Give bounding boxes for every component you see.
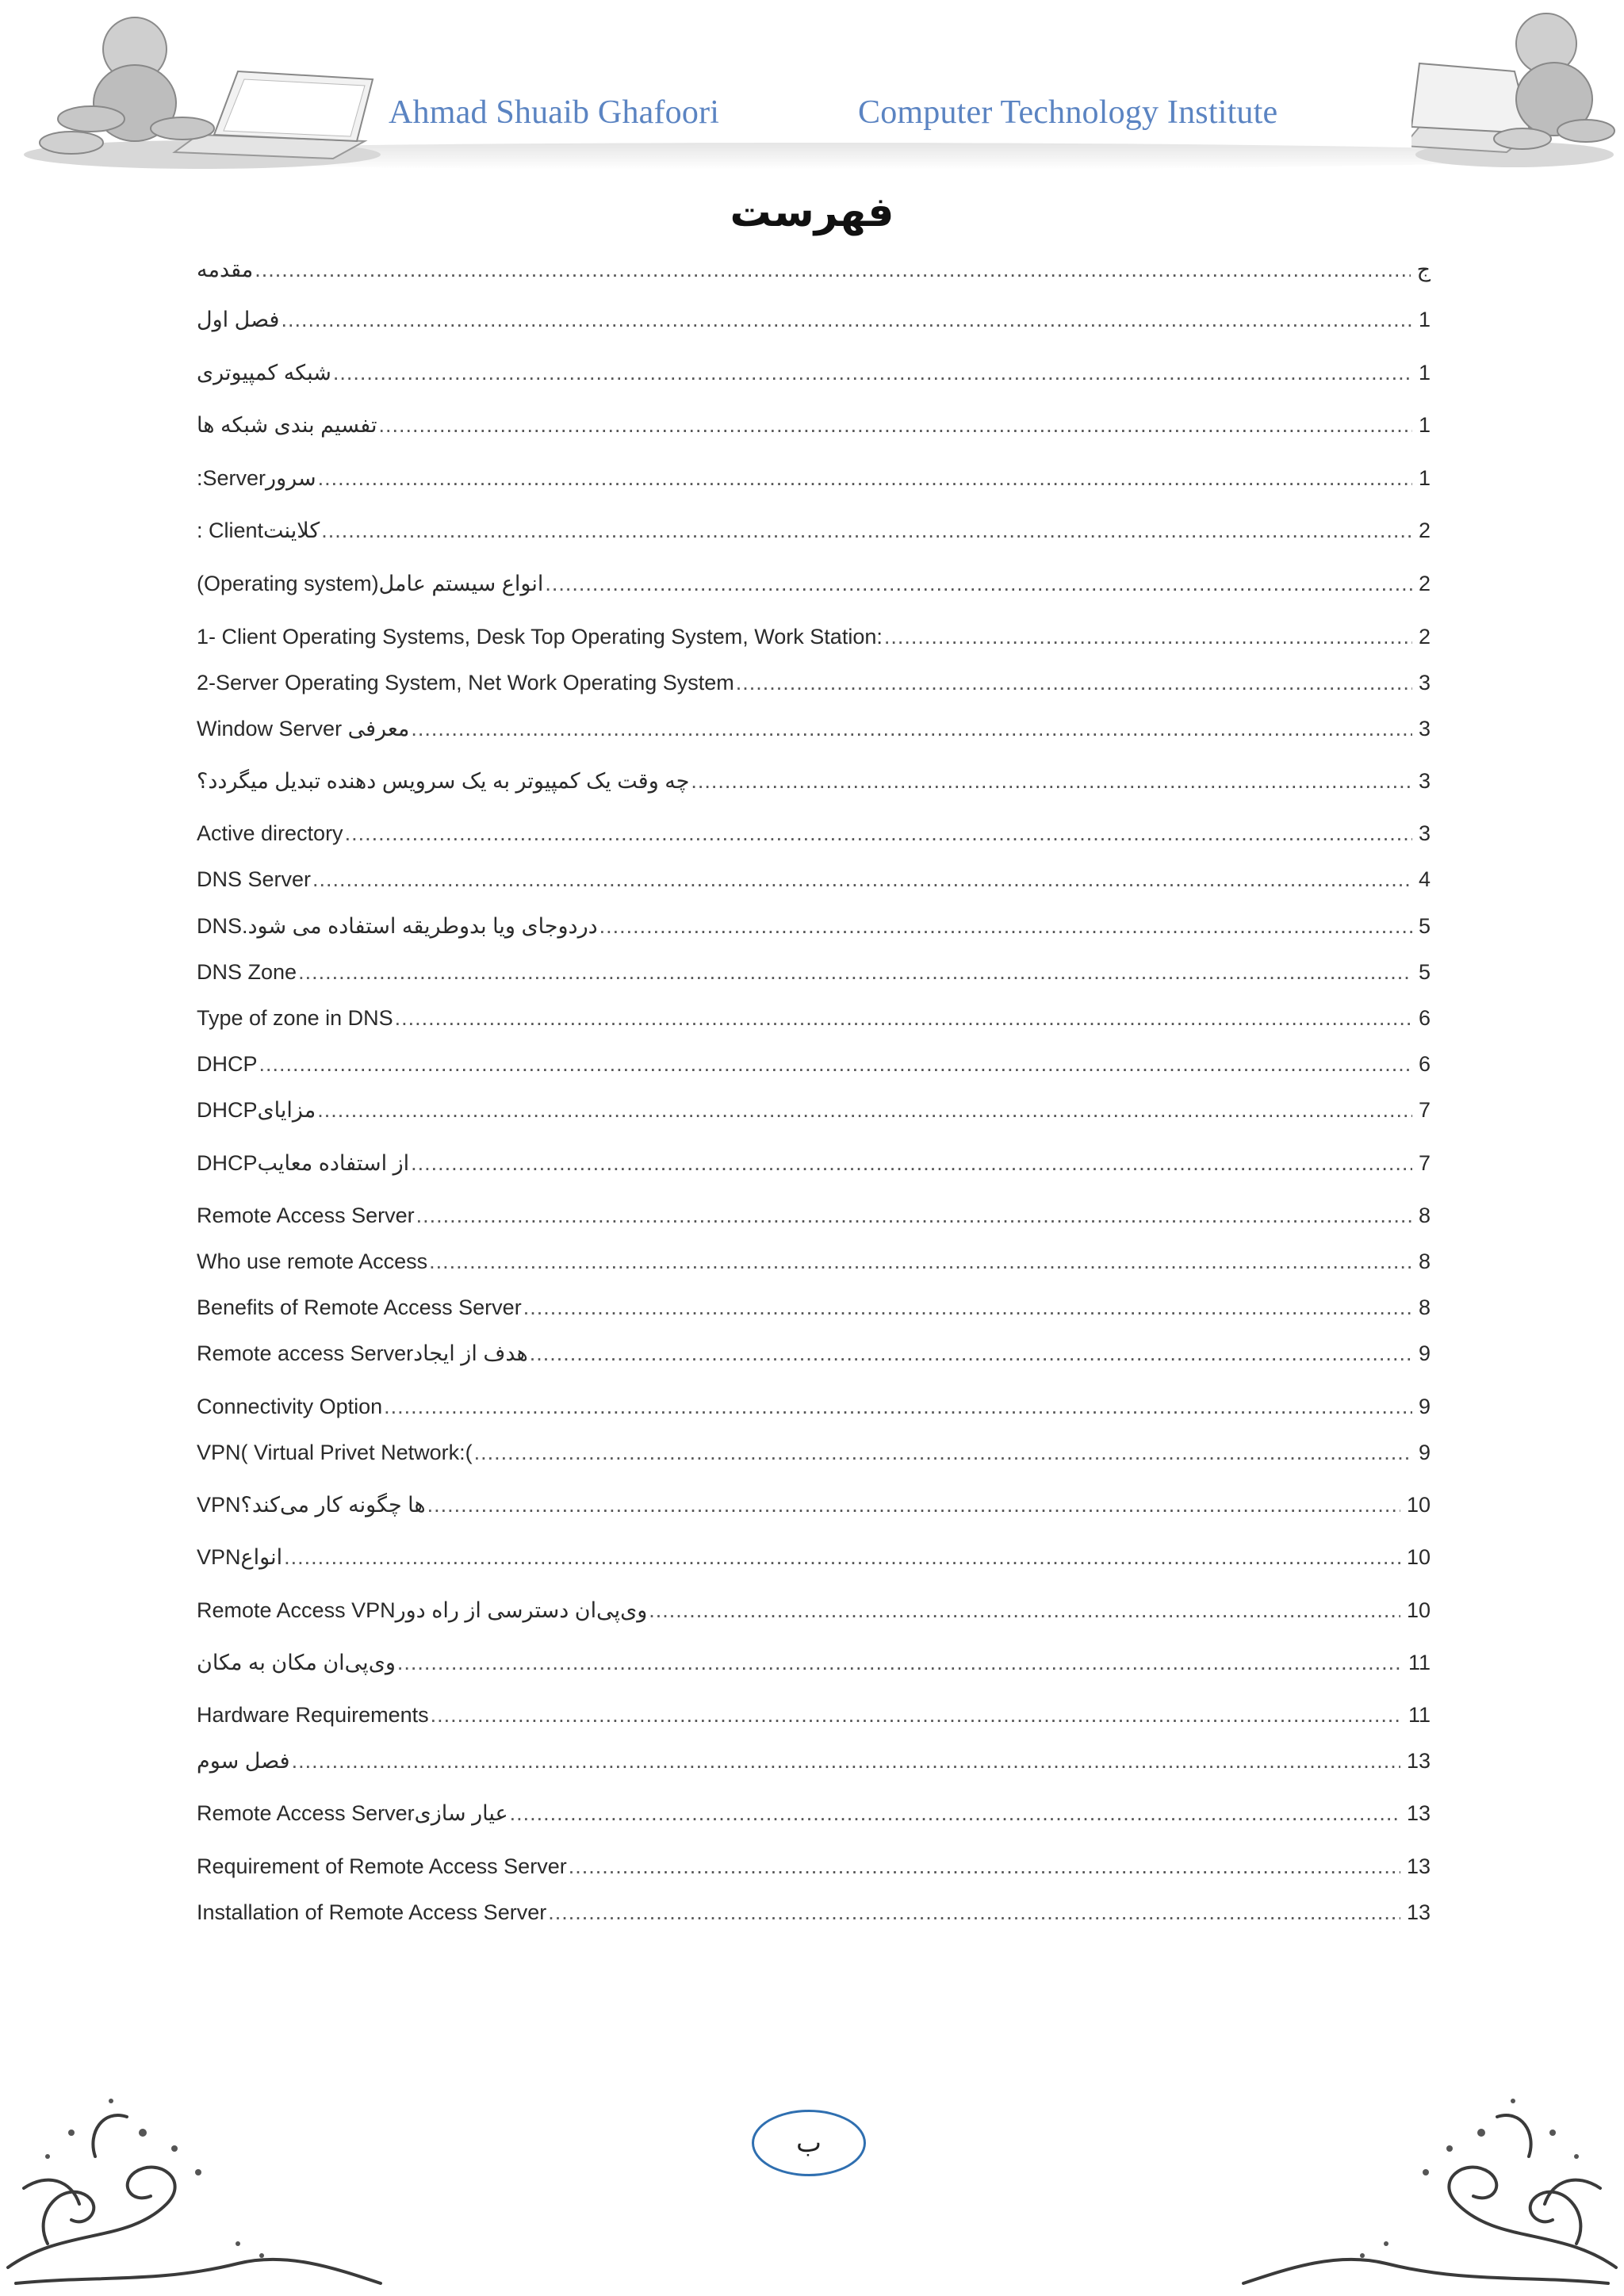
toc-dot-leader: [333, 357, 1412, 388]
toc-entry[interactable]: [197, 1699, 1431, 1731]
toc-entry-page-number: 10: [1406, 1598, 1431, 1622]
toc-entry-label: 2-Server Operating System, Net Work Operating System: [197, 671, 734, 695]
page-number: ب: [795, 2127, 822, 2159]
toc-entry-label: 1- Client Operating Systems, Desk Top Operating System, Work Station:: [197, 625, 883, 649]
toc-entry[interactable]: [197, 357, 1431, 388]
toc-dot-leader: [416, 1200, 1412, 1231]
toc-entry-page-number: 10: [1406, 1545, 1431, 1569]
toc-dot-leader: [599, 910, 1412, 942]
toc-entry[interactable]: [197, 1797, 1431, 1829]
toc-entry[interactable]: [197, 910, 1431, 942]
toc-entry-page-number: 11: [1408, 1651, 1431, 1674]
toc-entry-label: Installation of Remote Access Server: [197, 1900, 547, 1924]
toc-entry-label: VPNها چگونه کار می‌کند؟: [197, 1493, 426, 1517]
toc-dot-leader: [378, 409, 1411, 441]
toc-entry[interactable]: [197, 1647, 1431, 1678]
toc-entry-label: DHCP: [197, 1052, 258, 1076]
toc-entry[interactable]: [197, 1541, 1431, 1573]
toc-entry[interactable]: [197, 1002, 1431, 1034]
toc-dot-leader: [545, 568, 1412, 599]
toc-entry-page-number: ج: [1416, 258, 1431, 281]
toc-dot-leader: [321, 515, 1412, 546]
toc-dot-leader: [312, 863, 1412, 895]
toc-entry-page-number: 2: [1418, 625, 1431, 649]
toc-entry-label: تفسیم بندی شبکه ها: [197, 413, 377, 437]
page-header: [0, 0, 1624, 182]
toc-entry-label: عیار سازیRemote Access Server: [197, 1801, 508, 1825]
toc-entry-page-number: 3: [1418, 769, 1431, 793]
toc-entry-label: VPN( Virtual Privet Network:(: [197, 1441, 473, 1464]
toc-entry-label: مزایایDHCP: [197, 1098, 316, 1122]
toc-entry-label: وی‌پی‌ان مکان به مکان: [197, 1651, 396, 1674]
toc-entry-page-number: 3: [1418, 671, 1431, 695]
toc-dot-leader: [427, 1489, 1400, 1521]
toc-entry[interactable]: [197, 1147, 1431, 1179]
toc-entry[interactable]: [197, 462, 1431, 494]
toc-entry-page-number: 10: [1406, 1493, 1431, 1517]
toc-entry-page-number: 1: [1418, 361, 1431, 385]
toc-dot-leader: [411, 713, 1412, 744]
floral-ornament-right-icon: [1229, 2085, 1624, 2296]
toc-entry[interactable]: [197, 254, 1431, 285]
toc-entry[interactable]: [197, 817, 1431, 849]
toc-entry[interactable]: [197, 667, 1431, 698]
toc-dot-leader: [736, 667, 1412, 698]
toc-entry-page-number: 8: [1418, 1295, 1431, 1319]
toc-dot-leader: [474, 1437, 1412, 1468]
toc-dot-leader: [395, 1002, 1412, 1034]
toc-dot-leader: [548, 1896, 1400, 1928]
toc-entry-label: مقدمه: [197, 258, 254, 281]
toc-entry-page-number: 9: [1418, 1395, 1431, 1418]
page-number-badge: [752, 2110, 866, 2176]
toc-entry-label: Hardware Requirements: [197, 1703, 429, 1727]
toc-entry-page-number: 1: [1418, 308, 1431, 331]
toc-entry-page-number: 13: [1406, 1801, 1431, 1825]
toc-title: فهرست: [730, 189, 894, 236]
toc-entry-page-number: 13: [1406, 1854, 1431, 1878]
toc-entry[interactable]: [197, 1489, 1431, 1521]
toc-dot-leader: [431, 1699, 1402, 1731]
figure-with-laptop-right-icon: [1411, 0, 1618, 170]
toc-entry-label: سرورServer:: [197, 466, 316, 490]
toc-entry-label: وی‌پی‌ان دسترسی از راه دورRemote Access VPN: [197, 1598, 648, 1622]
toc-dot-leader: [317, 1094, 1412, 1126]
toc-dot-leader: [281, 304, 1412, 335]
toc-entry[interactable]: [197, 863, 1431, 895]
toc-entry-page-number: 9: [1418, 1341, 1431, 1365]
toc-dot-leader: [384, 1391, 1412, 1422]
toc-entry[interactable]: [197, 1896, 1431, 1928]
toc-entry-label: Requirement of Remote Access Server: [197, 1854, 567, 1878]
toc-entry-label: هدف از ایجادRemote access Server: [197, 1341, 528, 1365]
toc-entry-page-number: 4: [1418, 867, 1431, 891]
toc-dot-leader: [884, 621, 1412, 652]
toc-entry-page-number: 9: [1418, 1441, 1431, 1464]
toc-dot-leader: [569, 1850, 1400, 1882]
figure-with-laptop-left-icon: [16, 0, 389, 170]
toc-dot-leader: [298, 956, 1412, 988]
toc-dot-leader: [345, 817, 1412, 849]
toc-dot-leader: [318, 462, 1412, 494]
toc-entry[interactable]: [197, 1048, 1431, 1080]
toc-entry[interactable]: [197, 1094, 1431, 1126]
toc-entry[interactable]: [197, 1391, 1431, 1422]
toc-entry-page-number: 1: [1418, 466, 1431, 490]
toc-entry[interactable]: [197, 1437, 1431, 1468]
toc-dot-leader: [510, 1797, 1400, 1829]
toc-entry-label: کلاینتClient :: [197, 519, 320, 542]
toc-entry-page-number: 8: [1418, 1203, 1431, 1227]
toc-entry-label: DNS.دردوجای ویا بدوطریقه استفاده می شود: [197, 914, 598, 938]
toc-entry-label: Remote Access Server: [197, 1203, 415, 1227]
toc-entry-page-number: 2: [1418, 572, 1431, 595]
toc-entry[interactable]: [197, 409, 1431, 441]
toc-entry-page-number: 3: [1418, 821, 1431, 845]
toc-dot-leader: [691, 765, 1412, 797]
toc-entry-page-number: 5: [1418, 914, 1431, 938]
toc-entry-page-number: 7: [1418, 1098, 1431, 1122]
toc-dot-leader: [284, 1541, 1400, 1573]
toc-entry-label: چه وقت یک کمپیوتر به یک سرویس دهنده تبدیل میگردد؟: [197, 769, 690, 793]
toc-dot-leader: [411, 1147, 1412, 1179]
toc-entry[interactable]: [197, 621, 1431, 652]
toc-entry-label: Active directory: [197, 821, 343, 845]
author-name: Ahmad Shuaib Ghafoori: [389, 94, 720, 131]
toc-dot-leader: [530, 1337, 1412, 1369]
toc-dot-leader: [649, 1594, 1400, 1626]
toc-entry[interactable]: [197, 1246, 1431, 1277]
toc-entry[interactable]: [197, 1337, 1431, 1369]
toc-dot-leader: [259, 1048, 1412, 1080]
toc-dot-leader: [429, 1246, 1412, 1277]
toc-entry[interactable]: [197, 1745, 1431, 1777]
toc-entry-page-number: 13: [1406, 1749, 1431, 1773]
toc-entry[interactable]: [197, 1292, 1431, 1323]
institute-name: Computer Technology Institute: [858, 94, 1278, 131]
toc-entry-label: (Operating system)انواع سیستم عامل: [197, 572, 544, 595]
toc-dot-leader: [523, 1292, 1412, 1323]
toc-entry[interactable]: [197, 515, 1431, 546]
toc-entry-label: از استفاده معایبDHCP: [197, 1151, 410, 1175]
toc-entry-page-number: 5: [1418, 960, 1431, 984]
toc-entry-label: Who use remote Access: [197, 1249, 428, 1273]
toc-dot-leader: [255, 254, 1410, 285]
toc-dot-leader: [292, 1745, 1400, 1777]
toc-entry-label: Connectivity Option: [197, 1395, 383, 1418]
floral-ornament-left-icon: [0, 2085, 396, 2296]
toc-entry-page-number: 3: [1418, 717, 1431, 740]
toc-entry-label: فصل سوم: [197, 1749, 290, 1773]
toc-entry-label: Type of zone in DNS: [197, 1006, 393, 1030]
toc-entry[interactable]: [197, 304, 1431, 335]
toc-entry[interactable]: [197, 568, 1431, 599]
toc-entry-page-number: 13: [1406, 1900, 1431, 1924]
toc-entry-label: شبکه کمپیوتری: [197, 361, 331, 385]
toc-dot-leader: [397, 1647, 1402, 1678]
toc-entry-label: Window Server معرفی: [197, 717, 410, 740]
toc-entry[interactable]: [197, 765, 1431, 797]
toc-entry-page-number: 8: [1418, 1249, 1431, 1273]
toc-entry[interactable]: [197, 956, 1431, 988]
toc-entry-page-number: 7: [1418, 1151, 1431, 1175]
toc-entry-label: Benefits of Remote Access Server: [197, 1295, 522, 1319]
toc-entry[interactable]: [197, 1850, 1431, 1882]
toc-entry-label: فصل اول: [197, 308, 280, 331]
toc-entry[interactable]: [197, 1594, 1431, 1626]
toc-entry-page-number: 6: [1418, 1006, 1431, 1030]
toc-entry-label: DNS Server: [197, 867, 312, 891]
toc-entry[interactable]: [197, 1200, 1431, 1231]
toc-entry-label: انواعVPN: [197, 1545, 283, 1569]
toc-entry[interactable]: [197, 713, 1431, 744]
toc-entry-page-number: 11: [1408, 1703, 1431, 1727]
toc-entry-page-number: 6: [1418, 1052, 1431, 1076]
toc-entry-label: DNS Zone: [197, 960, 297, 984]
toc-entry-page-number: 1: [1418, 413, 1431, 437]
toc-entry-page-number: 2: [1418, 519, 1431, 542]
